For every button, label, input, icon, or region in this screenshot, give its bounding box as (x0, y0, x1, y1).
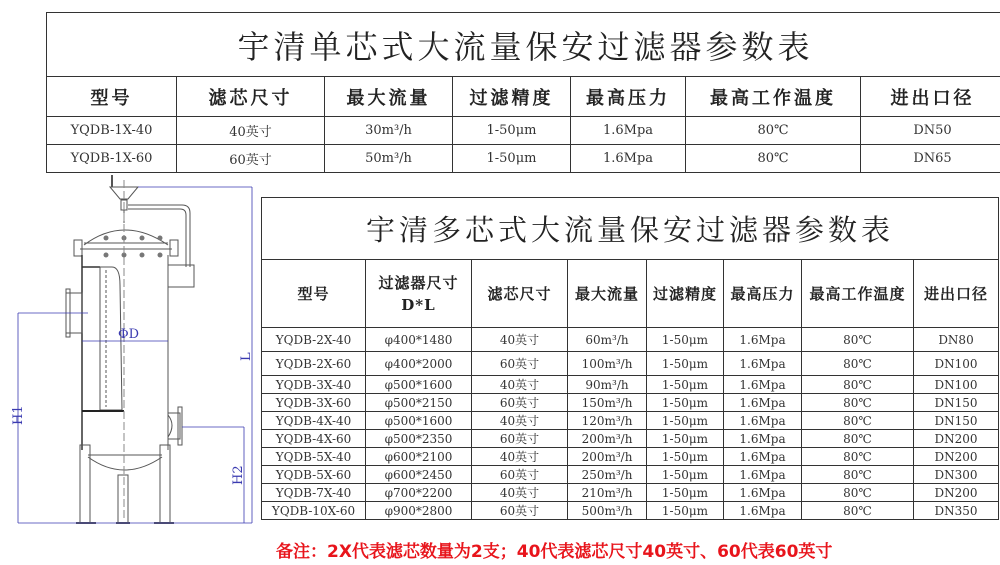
col-header-max-temp: 最高工作温度 (802, 260, 914, 328)
cell-port-size: DN50 (861, 117, 1000, 145)
cell-filter-size: φ600*2450 (366, 466, 472, 484)
cell-model: YQDB-7X-40 (262, 484, 366, 502)
col-header-filter-size-sub: D*L (401, 295, 436, 314)
table-row (262, 484, 999, 502)
cell-cartridge-size: 60英寸 (472, 466, 568, 484)
cell-port-size: DN100 (914, 352, 999, 376)
cell-port-size: DN200 (914, 484, 999, 502)
multi-core-spec-table (261, 197, 999, 520)
table-title: 宇清单芯式大流量保安过滤器参数表 (47, 13, 1000, 77)
header-row (262, 260, 999, 328)
cell-model: YQDB-4X-40 (262, 412, 366, 430)
cell-precision: 1-50μm (647, 328, 724, 352)
table-title: 宇清多芯式大流量保安过滤器参数表 (262, 198, 999, 260)
table-row (262, 412, 999, 430)
cell-max-temp: 80℃ (802, 484, 914, 502)
cell-port-size: DN350 (914, 502, 999, 520)
cell-port-size: DN150 (914, 394, 999, 412)
col-header-filter-size-label: 过滤器尺寸 (378, 273, 459, 292)
cell-cartridge-size: 60英寸 (472, 502, 568, 520)
cell-max-temp: 80℃ (686, 145, 861, 173)
table-row (262, 502, 999, 520)
cell-max-temp: 80℃ (802, 502, 914, 520)
cell-max-temp: 80℃ (686, 117, 861, 145)
filter-housing-drawing (0, 175, 260, 525)
cell-filter-size: φ500*2350 (366, 430, 472, 448)
col-header-max-flow: 最大流量 (568, 260, 647, 328)
cell-max-temp: 80℃ (802, 448, 914, 466)
cell-port-size: DN65 (861, 145, 1000, 173)
col-header-cartridge-size: 滤芯尺寸 (472, 260, 568, 328)
cell-max-temp: 80℃ (802, 430, 914, 448)
col-header-precision: 过滤精度 (453, 77, 571, 117)
cell-model: YQDB-5X-40 (262, 448, 366, 466)
cell-cartridge-size: 40英寸 (472, 448, 568, 466)
cell-max-pressure: 1.6Mpa (724, 502, 802, 520)
cell-max-flow: 200m³/h (568, 448, 647, 466)
single-core-spec-table (46, 12, 1000, 173)
table-row (262, 394, 999, 412)
cell-max-pressure: 1.6Mpa (571, 145, 686, 173)
cell-precision: 1-50μm (647, 376, 724, 394)
col-header-precision: 过滤精度 (647, 260, 724, 328)
cell-max-temp: 80℃ (802, 328, 914, 352)
cell-filter-size: φ500*2150 (366, 394, 472, 412)
cell-filter-size: φ400*1480 (366, 328, 472, 352)
cell-port-size: DN300 (914, 466, 999, 484)
col-header-cartridge-size: 滤芯尺寸 (177, 77, 325, 117)
cell-filter-size: φ500*1600 (366, 412, 472, 430)
col-header-filter-size (366, 260, 472, 328)
cell-precision: 1-50μm (453, 117, 571, 145)
col-header-port-size: 进出口径 (861, 77, 1000, 117)
cell-port-size: DN80 (914, 328, 999, 352)
cell-max-pressure: 1.6Mpa (724, 376, 802, 394)
cell-cartridge-size: 40英寸 (472, 328, 568, 352)
cell-max-temp: 80℃ (802, 394, 914, 412)
cell-filter-size: φ400*2000 (366, 352, 472, 376)
cell-model: YQDB-1X-60 (47, 145, 177, 173)
cell-max-flow: 30m³/h (325, 117, 453, 145)
table-row (47, 117, 1000, 145)
col-header-max-pressure: 最高压力 (571, 77, 686, 117)
header-row (47, 77, 1000, 117)
cell-max-flow: 500m³/h (568, 502, 647, 520)
cell-max-pressure: 1.6Mpa (724, 328, 802, 352)
cell-max-pressure: 1.6Mpa (724, 412, 802, 430)
cell-model: YQDB-2X-60 (262, 352, 366, 376)
cell-model: YQDB-10X-60 (262, 502, 366, 520)
cell-precision: 1-50μm (647, 352, 724, 376)
cell-cartridge-size: 40英寸 (472, 484, 568, 502)
cell-port-size: DN150 (914, 412, 999, 430)
cell-model: YQDB-4X-60 (262, 430, 366, 448)
cell-max-flow: 210m³/h (568, 484, 647, 502)
diameter-label: ΦD (118, 327, 140, 342)
cell-max-flow: 120m³/h (568, 412, 647, 430)
cell-max-pressure: 1.6Mpa (571, 117, 686, 145)
cell-cartridge-size: 40英寸 (472, 412, 568, 430)
cell-cartridge-size: 40英寸 (472, 376, 568, 394)
table-row (47, 145, 1000, 173)
cell-precision: 1-50μm (647, 466, 724, 484)
cell-cartridge-size: 40英寸 (177, 117, 325, 145)
col-header-max-pressure: 最高压力 (724, 260, 802, 328)
cell-max-pressure: 1.6Mpa (724, 448, 802, 466)
cell-filter-size: φ900*2800 (366, 502, 472, 520)
cell-filter-size: φ500*1600 (366, 376, 472, 394)
cell-precision: 1-50μm (647, 484, 724, 502)
cell-max-temp: 80℃ (802, 376, 914, 394)
h1-label: H1 (11, 405, 26, 425)
cell-max-temp: 80℃ (802, 466, 914, 484)
cell-port-size: DN200 (914, 430, 999, 448)
length-label: L (239, 352, 254, 361)
cell-max-pressure: 1.6Mpa (724, 394, 802, 412)
cell-port-size: DN100 (914, 376, 999, 394)
cell-cartridge-size: 60英寸 (472, 352, 568, 376)
cell-max-pressure: 1.6Mpa (724, 430, 802, 448)
col-header-model: 型号 (262, 260, 366, 328)
cell-precision: 1-50μm (453, 145, 571, 173)
cell-max-pressure: 1.6Mpa (724, 484, 802, 502)
cell-precision: 1-50μm (647, 412, 724, 430)
col-header-max-flow: 最大流量 (325, 77, 453, 117)
cell-cartridge-size: 60英寸 (472, 394, 568, 412)
cell-max-pressure: 1.6Mpa (724, 466, 802, 484)
cell-precision: 1-50μm (647, 448, 724, 466)
cell-max-flow: 200m³/h (568, 430, 647, 448)
cell-max-flow: 100m³/h (568, 352, 647, 376)
cell-model: YQDB-3X-60 (262, 394, 366, 412)
h2-label: H2 (231, 465, 246, 485)
table-row (262, 328, 999, 352)
cell-cartridge-size: 60英寸 (472, 430, 568, 448)
table-row (262, 352, 999, 376)
cell-filter-size: φ600*2100 (366, 448, 472, 466)
col-header-model: 型号 (47, 77, 177, 117)
table-row (262, 376, 999, 394)
cell-model: YQDB-2X-40 (262, 328, 366, 352)
table-row (262, 430, 999, 448)
cell-model: YQDB-5X-60 (262, 466, 366, 484)
cell-max-temp: 80℃ (802, 352, 914, 376)
table-row (262, 466, 999, 484)
cell-precision: 1-50μm (647, 394, 724, 412)
col-header-max-temp: 最高工作温度 (686, 77, 861, 117)
cell-max-temp: 80℃ (802, 412, 914, 430)
cell-filter-size: φ700*2200 (366, 484, 472, 502)
cell-precision: 1-50μm (647, 502, 724, 520)
cell-port-size: DN200 (914, 448, 999, 466)
cell-model: YQDB-3X-40 (262, 376, 366, 394)
cell-max-flow: 60m³/h (568, 328, 647, 352)
cell-max-flow: 90m³/h (568, 376, 647, 394)
cell-model: YQDB-1X-40 (47, 117, 177, 145)
footnote: 备注：2X代表滤芯数量为2支；40代表滤芯尺寸40英寸、60代表60英寸 (276, 542, 833, 562)
cell-max-flow: 150m³/h (568, 394, 647, 412)
cell-max-pressure: 1.6Mpa (724, 352, 802, 376)
table-row (262, 448, 999, 466)
col-header-port-size: 进出口径 (914, 260, 999, 328)
cell-max-flow: 50m³/h (325, 145, 453, 173)
cell-max-flow: 250m³/h (568, 466, 647, 484)
cell-precision: 1-50μm (647, 430, 724, 448)
cell-cartridge-size: 60英寸 (177, 145, 325, 173)
